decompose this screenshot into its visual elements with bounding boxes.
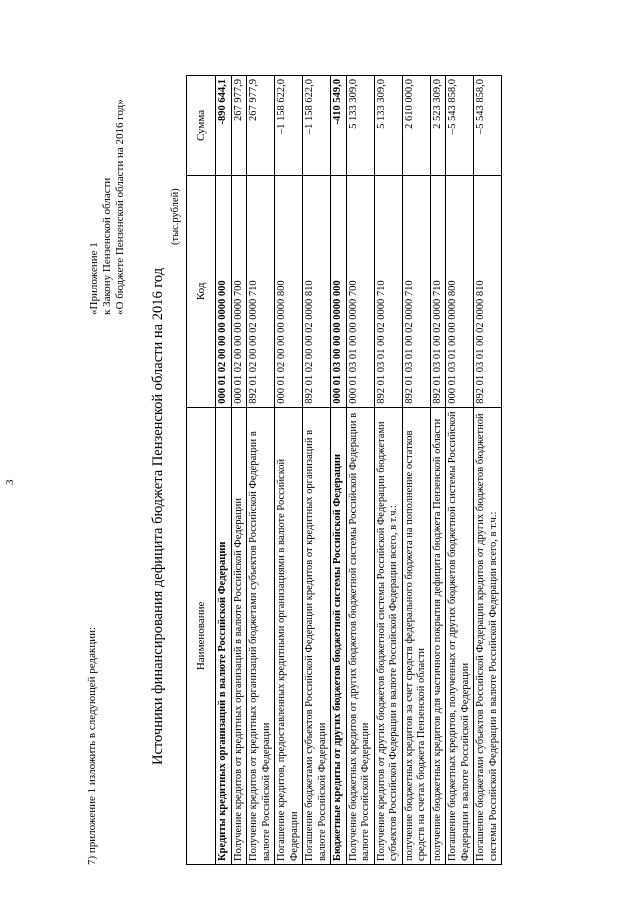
cell-sum: –1 158 622,0	[303, 76, 331, 176]
cell-code: 892 01 03 01 00 02 0000 810	[474, 175, 502, 407]
cell-sum: -410 549,0	[331, 76, 347, 176]
cell-name: Получение кредитов от кредитных организаций бюджетами субъектов Российской Федерации в валюте Российской Федерации	[247, 407, 275, 864]
cell-code: 892 01 03 01 00 02 0000 710	[402, 175, 430, 407]
appendix-caption	[88, 99, 127, 315]
table-row	[303, 76, 331, 865]
table-row	[331, 76, 347, 865]
appendix-line-2: к Закону Пензенской области	[101, 177, 113, 315]
table-row	[402, 76, 430, 865]
table-row	[446, 76, 474, 865]
cell-sum: 2 523 309,0	[430, 76, 446, 176]
cell-name: Кредиты кредитных организаций в валюте Российской Федерации	[216, 407, 232, 864]
cell-sum: 5 133 309,0	[374, 76, 402, 176]
cell-sum: –5 543 858,0	[446, 76, 474, 176]
appendix-line-3: «О бюджете Пензенской области на 2016 год»	[114, 99, 126, 315]
financing-table	[186, 75, 502, 865]
cell-sum: –5 543 858,0	[474, 76, 502, 176]
page-number: 3	[4, 479, 16, 485]
cell-code: 892 01 02 00 00 02 0000 710	[247, 175, 275, 407]
cell-sum: -890 644,1	[216, 76, 232, 176]
cell-name: получение бюджетных кредитов за счет средств федерального бюджета на пополнение остатков средств на счетах бюджета Пензенской области	[402, 407, 430, 864]
cell-code: 000 01 02 00 00 00 0000 000	[216, 175, 232, 407]
cell-code: 000 01 03 01 00 00 0000 700	[346, 175, 374, 407]
header-code: Код	[187, 175, 216, 407]
cell-name: Получение кредитов от других бюджетов бюджетной системы Российской Федерации бюджетами субъектов Российской Федерации в валюте Российской Федерации всего, в т.ч.:	[374, 407, 402, 864]
cell-name: Погашение бюджетных кредитов, полученных от других бюджетов бюджетной системы Российской Федерации в валюте Российской Федерации	[446, 407, 474, 864]
table-row	[216, 76, 232, 865]
cell-sum: 5 133 309,0	[346, 76, 374, 176]
cell-sum: 2 610 000,0	[402, 76, 430, 176]
cell-name: Получение бюджетных кредитов от других бюджетов бюджетной системы Российской Федерации в валюте Российской Федерации	[346, 407, 374, 864]
document-heading: Источники финансирования дефицита бюджета Пензенской области на 2016 год	[150, 267, 166, 765]
header-sum: Сумма	[187, 76, 216, 176]
cell-code: 892 01 03 01 00 02 0000 710	[374, 175, 402, 407]
table-row	[275, 76, 303, 865]
intro-text: 7) приложение 1 изложить в следующей редакции:	[86, 626, 98, 865]
unit-label: (тыс.рублей)	[170, 188, 181, 245]
appendix-line-1: «Приложение 1	[88, 242, 100, 315]
cell-sum: 267 977,9	[231, 76, 247, 176]
cell-code: 892 01 02 00 00 02 0000 810	[303, 175, 331, 407]
cell-code: 000 01 02 00 00 00 0000 700	[231, 175, 247, 407]
header-name: Наименование	[187, 407, 216, 864]
table-row	[374, 76, 402, 865]
cell-sum: –1 158 622,0	[275, 76, 303, 176]
cell-name: Бюджетные кредиты от других бюджетов бюджетной системы Российской Федерации	[331, 407, 347, 864]
table-row	[231, 76, 247, 865]
cell-code: 000 01 03 01 00 00 0000 800	[446, 175, 474, 407]
cell-name: Получение кредитов от кредитных организаций в валюте Российской Федерации	[231, 407, 247, 864]
table-row	[430, 76, 446, 865]
cell-name: Погашение кредитов, предоставленных кредитными организациями в валюте Российской Федерации	[275, 407, 303, 864]
table-row	[247, 76, 275, 865]
cell-name: Погашение бюджетами субъектов Российской Федерации кредитов от других бюджетов бюджетной системы Российской Федерации в валюте Российской Федерации всего, в т.ч.:	[474, 407, 502, 864]
cell-name: получение бюджетных кредитов для частичного покрытия дефицита бюджета Пензенской области	[430, 407, 446, 864]
cell-name: Погашение бюджетами субъектов Российской Федерации кредитов от кредитных организаций в валюте Российской Федерации	[303, 407, 331, 864]
cell-code: 000 01 02 00 00 00 0000 800	[275, 175, 303, 407]
cell-sum: 267 977,9	[247, 76, 275, 176]
table-header-row	[187, 76, 216, 865]
table-row	[474, 76, 502, 865]
table-row	[346, 76, 374, 865]
cell-code: 000 01 03 00 00 00 0000 000	[331, 175, 347, 407]
cell-code: 892 01 03 01 00 02 0000 710	[430, 175, 446, 407]
